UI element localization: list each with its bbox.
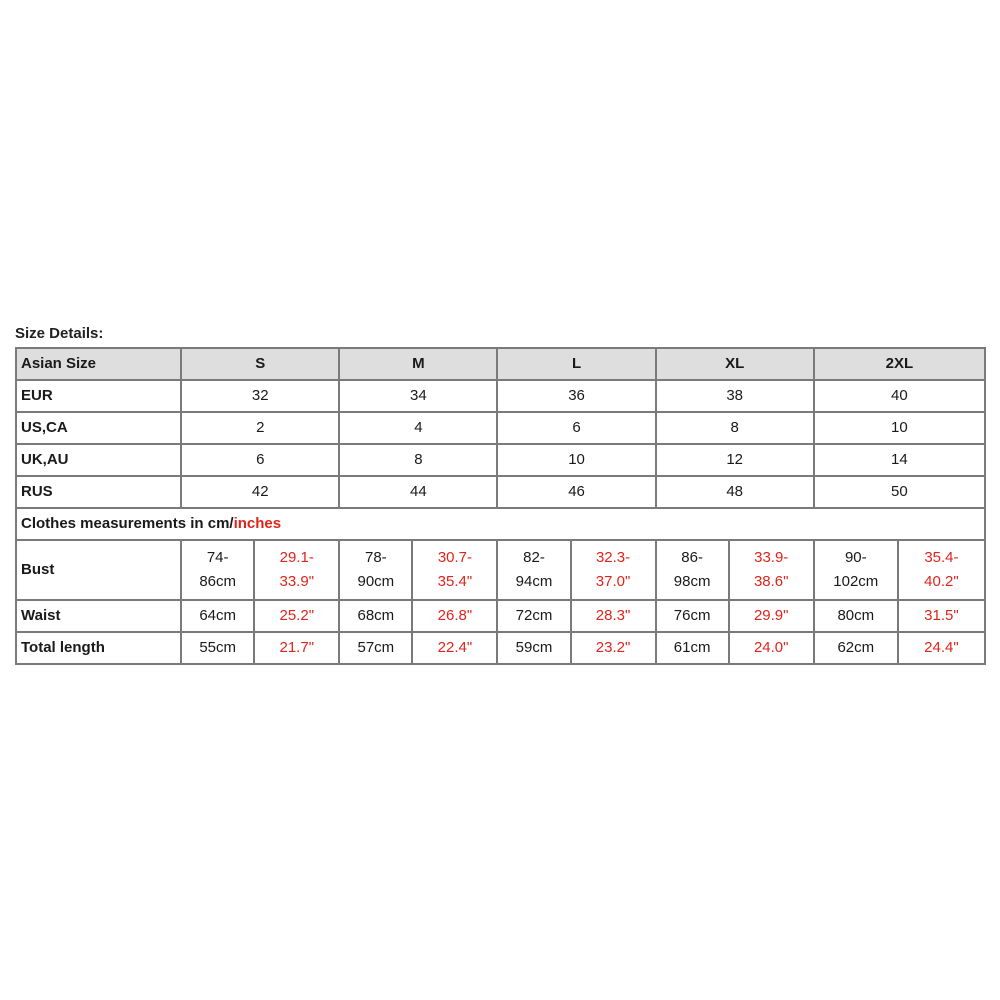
table-row [16,476,985,508]
row-label-bust: Bust [16,540,181,600]
table-cell: 40 [814,380,985,412]
table-cell-inch: 35.4- 40.2" [898,540,985,600]
table-cell-inch: 21.7" [254,632,339,664]
table-cell-cm: 82- 94cm [497,540,570,600]
section-heading-highlight: inches [233,515,282,532]
header-label: Asian Size [16,348,181,380]
table-cell-inch: 30.7- 35.4" [412,540,497,600]
table-cell-cm: 72cm [497,600,570,632]
size-chart-table [15,347,986,665]
table-cell-inch: 22.4" [412,632,497,664]
table-cell: 36 [497,380,655,412]
table-cell: 2 [181,412,339,444]
table-cell: 44 [339,476,497,508]
table-row [16,540,985,600]
table-cell-inch: 25.2" [254,600,339,632]
size-header-xl: XL [656,348,814,380]
row-label-uk-au: UK,AU [16,444,181,476]
table-cell: 46 [497,476,655,508]
table-cell: 8 [656,412,814,444]
table-cell: 48 [656,476,814,508]
section-row [16,508,985,540]
table-cell-cm: 55cm [181,632,254,664]
row-label-us-ca: US,CA [16,412,181,444]
table-cell-inch: 24.0" [729,632,814,664]
size-header-s: S [181,348,339,380]
table-row [16,380,985,412]
table-cell: 12 [656,444,814,476]
table-cell-inch: 24.4" [898,632,985,664]
table-cell-inch: 33.9- 38.6" [729,540,814,600]
row-label-eur: EUR [16,380,181,412]
row-label-total-length: Total length [16,632,181,664]
table-cell-cm: 80cm [814,600,898,632]
table-cell-cm: 74- 86cm [181,540,254,600]
table-cell: 6 [497,412,655,444]
table-cell-inch: 23.2" [571,632,656,664]
table-cell: 38 [656,380,814,412]
row-label-rus: RUS [16,476,181,508]
table-cell: 6 [181,444,339,476]
table-cell-cm: 86- 98cm [656,540,729,600]
table-cell-inch: 28.3" [571,600,656,632]
table-cell: 10 [497,444,655,476]
table-cell-inch: 32.3- 37.0" [571,540,656,600]
table-cell-inch: 29.1- 33.9" [254,540,339,600]
table-cell-cm: 57cm [339,632,412,664]
table-row [16,600,985,632]
table-cell: 14 [814,444,985,476]
table-cell-cm: 64cm [181,600,254,632]
table-cell-cm: 76cm [656,600,729,632]
table-cell: 42 [181,476,339,508]
table-row [16,632,985,664]
header-row [16,348,985,380]
table-cell-cm: 59cm [497,632,570,664]
section-heading-prefix: Clothes measurements in cm/ [21,515,234,532]
table-row [16,412,985,444]
page-title: Size Details: [15,325,104,342]
table-row [16,444,985,476]
size-header-m: M [339,348,497,380]
table-cell: 4 [339,412,497,444]
size-header-l: L [497,348,655,380]
table-cell-inch: 26.8" [412,600,497,632]
table-cell: 34 [339,380,497,412]
table-cell: 32 [181,380,339,412]
table-cell-inch: 29.9" [729,600,814,632]
table-cell-cm: 90- 102cm [814,540,898,600]
size-header-2xl: 2XL [814,348,985,380]
table-cell-inch: 31.5" [898,600,985,632]
table-cell: 50 [814,476,985,508]
row-label-waist: Waist [16,600,181,632]
table-cell: 10 [814,412,985,444]
table-cell-cm: 68cm [339,600,412,632]
table-cell-cm: 62cm [814,632,898,664]
section-heading [16,508,985,540]
table-cell-cm: 61cm [656,632,729,664]
table-cell: 8 [339,444,497,476]
table-cell-cm: 78- 90cm [339,540,412,600]
